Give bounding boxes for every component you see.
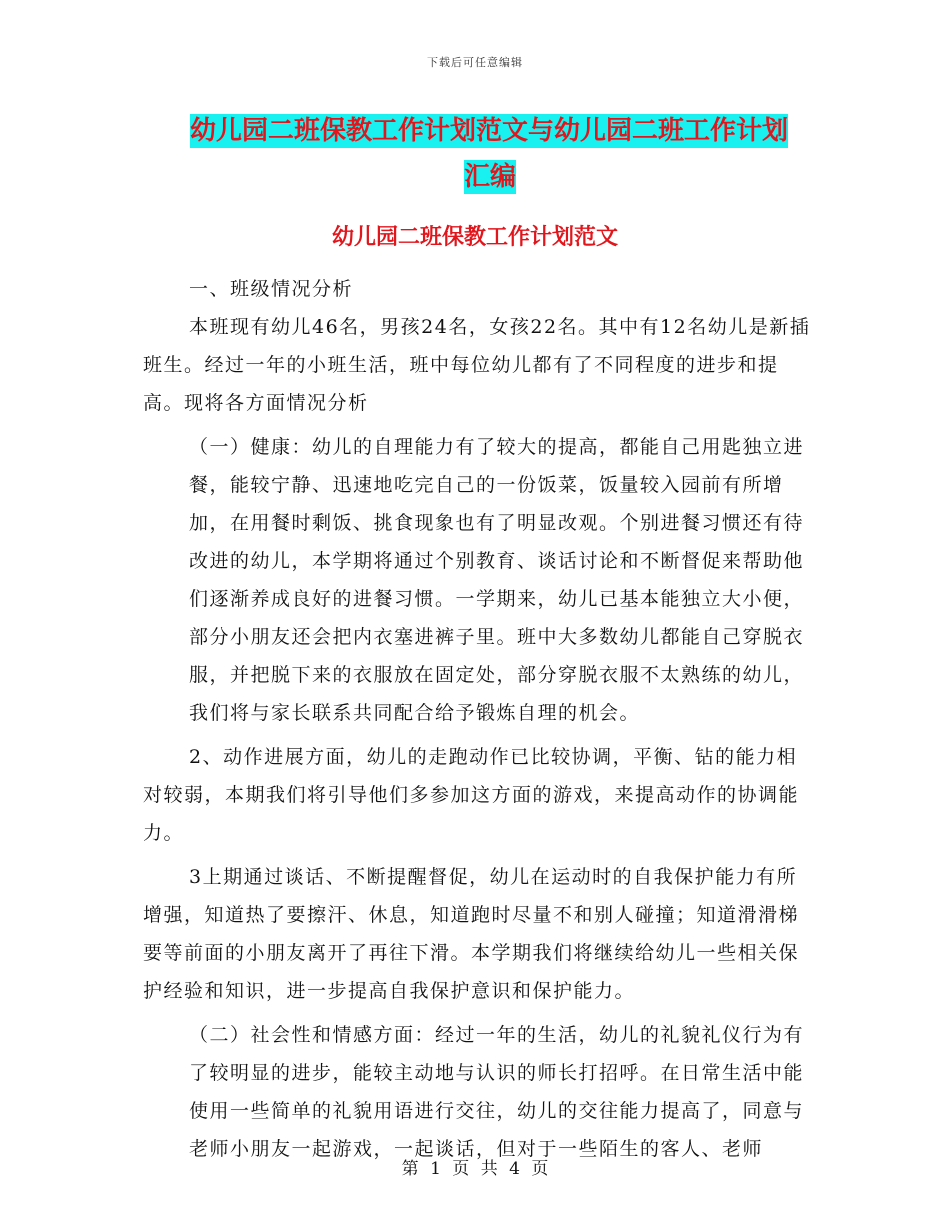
paragraph-health: （一）健康：幼儿的自理能力有了较大的提高，都能自己用匙独立进餐，能较宁静、迅速地吃完自己的一份饭菜，饭量较入园前有所增加，在用餐时剩饭、挑食现象也有了明显改观。个别进餐习惯还有待改进的幼儿，本学期将通过个别教育、谈话讨论和不断督促来帮助他们逐渐养成良好的进餐习惯。一学期来，幼儿已基本能独立大小便，部分小朋友还会把内衣塞进裤子里。班中大多数幼儿都能自己穿脱衣服，并把脱下来的衣服放在固定处，部分穿脱衣服不太熟练的幼儿，我们将与家长联系共同配合给予锻炼自理的机会。 xyxy=(189,436,805,724)
document-title xyxy=(190,108,830,200)
page-footer: 第 1 页 共 4 页 xyxy=(401,1159,549,1179)
header-note: 下载后可任意编辑 xyxy=(427,56,523,69)
title-line-1: 幼儿园二班保教工作计划范文与幼儿园二班工作计划 xyxy=(190,116,789,146)
title-line-2: 汇编 xyxy=(463,162,516,192)
paragraph-social-emotional: （二）社会性和情感方面：经过一年的生活，幼儿的礼貌礼仪行为有了较明显的进步，能较主动地与认识的师长打招呼。在日常生活中能使用一些简单的礼貌用语进行交往，幼儿的交往能力提高了，同意与老师小朋友一起游戏，一起谈话，但对于一些陌生的客人、老师 xyxy=(189,1024,805,1160)
paragraph-class-overview: 本班现有幼儿46名，男孩24名，女孩22名。其中有12名幼儿是新插班生。经过一年的小班生活，班中每位幼儿都有了不同程度的进步和提高。现将各方面情况分析 xyxy=(143,316,811,414)
section-title: 幼儿园二班保教工作计划范文 xyxy=(331,225,618,250)
section-heading: 一、班级情况分析 xyxy=(189,278,354,300)
document-body xyxy=(143,270,811,1168)
paragraph-self-protection: 3上期通过谈话、不断提醒督促，幼儿在运动时的自我保护能力有所增强，知道热了要擦汗、休息，知道跑时尽量不和别人碰撞；知道滑滑梯要等前面的小朋友离开了再往下滑。本学期我们将继续给幼儿一些相关保护经验和知识，进一步提高自我保护意识和保护能力。 xyxy=(143,866,800,1002)
paragraph-motor-skills: 2、动作进展方面，幼儿的走跑动作已比较协调，平衡、钻的能力相对较弱，本期我们将引导他们多参加这方面的游戏，来提高动作的协调能力。 xyxy=(143,746,800,844)
